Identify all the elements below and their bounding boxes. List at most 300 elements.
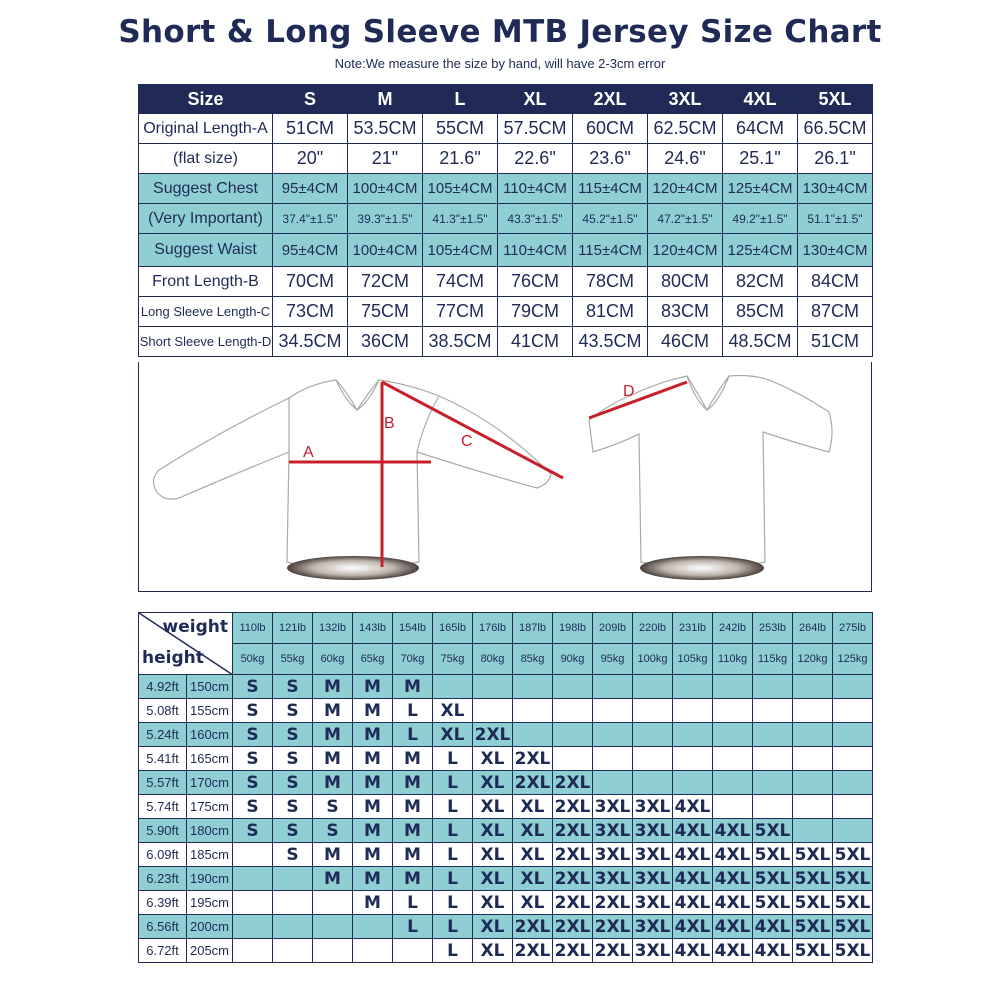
fit-row (139, 795, 873, 819)
fit-size-cell: 3XL (633, 843, 673, 867)
original-length-inch-cell: 22.6" (498, 144, 573, 174)
fit-size-cell: XL (473, 771, 513, 795)
fit-size-cell (833, 675, 873, 699)
height-cm-cell: 165cm (187, 747, 233, 771)
weight-lb-cell: 110lb (233, 613, 273, 644)
fit-size-cell: S (233, 747, 273, 771)
original-length-inch-cell: 20" (273, 144, 348, 174)
fit-size-cell: 2XL (553, 843, 593, 867)
fit-size-cell: S (233, 771, 273, 795)
chest-cm-cell: 130±4CM (798, 174, 873, 204)
waist-row (139, 234, 873, 267)
front-length-cell: 80CM (648, 267, 723, 297)
fit-size-cell (353, 915, 393, 939)
fit-size-cell: S (233, 675, 273, 699)
weight-lb-cell: 231lb (673, 613, 713, 644)
short-sleeve-label: Short Sleeve Length-D (139, 327, 273, 357)
fit-size-cell: 2XL (553, 915, 593, 939)
fit-size-cell (233, 915, 273, 939)
fit-size-cell: XL (513, 795, 553, 819)
fit-size-cell (553, 723, 593, 747)
label-c: C (461, 433, 473, 450)
fit-row (139, 915, 873, 939)
fit-size-cell: 5XL (753, 819, 793, 843)
fit-size-cell: 2XL (553, 819, 593, 843)
suggest-waist-label: Suggest Waist (139, 234, 273, 267)
front-length-cell: 74CM (423, 267, 498, 297)
weight-lb-cell: 187lb (513, 613, 553, 644)
label-b: B (384, 415, 395, 432)
waist-cm-cell: 100±4CM (348, 234, 423, 267)
fit-size-cell: XL (473, 795, 513, 819)
long-sleeve-cell: 75CM (348, 297, 423, 327)
fit-size-cell: M (393, 675, 433, 699)
fit-size-cell: L (393, 723, 433, 747)
long-sleeve-cell: 83CM (648, 297, 723, 327)
weight-kg-cell: 125kg (833, 644, 873, 675)
fit-size-cell: M (353, 699, 393, 723)
fit-size-cell: M (353, 843, 393, 867)
height-cm-cell: 150cm (187, 675, 233, 699)
fit-size-cell: M (353, 747, 393, 771)
fit-size-cell (393, 939, 433, 963)
fit-size-cell (313, 939, 353, 963)
weight-lb-cell: 154lb (393, 613, 433, 644)
weight-lb-cell: 198lb (553, 613, 593, 644)
fit-size-cell (593, 699, 633, 723)
fit-size-cell: M (353, 771, 393, 795)
weight-kg-cell: 60kg (313, 644, 353, 675)
front-length-cell: 82CM (723, 267, 798, 297)
fit-row (139, 699, 873, 723)
fit-size-cell: 3XL (593, 867, 633, 891)
fit-size-cell (833, 771, 873, 795)
fit-size-cell: 4XL (713, 819, 753, 843)
fit-size-cell (513, 723, 553, 747)
long-sleeve-row (139, 297, 873, 327)
fit-size-cell: 5XL (833, 891, 873, 915)
size-header-row (139, 85, 873, 114)
fit-size-cell: M (353, 675, 393, 699)
height-ft-cell: 5.24ft (139, 723, 187, 747)
original-length-cm-cell: 64CM (723, 114, 798, 144)
weight-kg-cell: 90kg (553, 644, 593, 675)
fit-size-cell (713, 723, 753, 747)
fit-size-cell (553, 747, 593, 771)
size-column-header: 3XL (648, 85, 723, 114)
fit-size-cell: XL (433, 699, 473, 723)
waist-cm-cell: 105±4CM (423, 234, 498, 267)
original-length-inch-cell: 23.6" (573, 144, 648, 174)
very-important-label: (Very Important) (139, 204, 273, 234)
height-cm-cell: 185cm (187, 843, 233, 867)
long-sleeve-cell: 85CM (723, 297, 798, 327)
fit-size-cell: M (353, 795, 393, 819)
fit-size-cell: XL (513, 891, 553, 915)
fit-size-cell (633, 675, 673, 699)
size-chart-table (138, 84, 873, 357)
height-ft-cell: 4.92ft (139, 675, 187, 699)
fit-size-cell: 3XL (633, 819, 673, 843)
suggest-chest-label: Suggest Chest (139, 174, 273, 204)
chest-inch-cell: 49.2"±1.5" (723, 204, 798, 234)
fit-size-cell: S (273, 747, 313, 771)
fit-size-cell: XL (473, 819, 513, 843)
size-column-header: 5XL (798, 85, 873, 114)
short-sleeve-cell: 51CM (798, 327, 873, 357)
fit-size-cell (313, 915, 353, 939)
chest-cm-cell: 95±4CM (273, 174, 348, 204)
chest-cm-cell: 120±4CM (648, 174, 723, 204)
fit-size-cell (233, 843, 273, 867)
weight-kg-cell: 95kg (593, 644, 633, 675)
size-column-header: 2XL (573, 85, 648, 114)
fit-size-cell (793, 819, 833, 843)
fit-size-cell: L (433, 867, 473, 891)
height-ft-cell: 6.72ft (139, 939, 187, 963)
fit-size-cell (793, 771, 833, 795)
height-axis-label: height (142, 648, 204, 668)
fit-size-cell: S (273, 843, 313, 867)
short-sleeve-cell: 36CM (348, 327, 423, 357)
fit-size-cell: L (433, 795, 473, 819)
original-length-inch-cell: 21.6" (423, 144, 498, 174)
fit-size-cell (833, 795, 873, 819)
fit-size-cell: XL (473, 867, 513, 891)
fit-size-cell: M (393, 819, 433, 843)
fit-size-cell: 3XL (633, 915, 673, 939)
fit-row (139, 819, 873, 843)
chest-inch-row (139, 204, 873, 234)
short-sleeve-cell: 38.5CM (423, 327, 498, 357)
long-sleeve-label: Long Sleeve Length-C (139, 297, 273, 327)
fit-size-cell (553, 675, 593, 699)
chest-inch-cell: 39.3"±1.5" (348, 204, 423, 234)
original-length-inch-cell: 26.1" (798, 144, 873, 174)
fit-size-cell: XL (473, 747, 513, 771)
original-length-inch-cell: 25.1" (723, 144, 798, 174)
fit-size-cell: 4XL (673, 939, 713, 963)
fit-size-cell: L (433, 939, 473, 963)
fit-size-cell: L (433, 915, 473, 939)
fit-size-cell: S (313, 795, 353, 819)
fit-size-cell (313, 891, 353, 915)
fit-size-cell (633, 699, 673, 723)
fit-size-cell: XL (473, 891, 513, 915)
fit-size-cell: M (353, 867, 393, 891)
fit-size-cell: M (313, 771, 353, 795)
weight-kg-cell: 100kg (633, 644, 673, 675)
fit-size-cell (673, 747, 713, 771)
waist-cm-cell: 95±4CM (273, 234, 348, 267)
fit-size-cell (593, 771, 633, 795)
fit-size-cell: XL (513, 843, 553, 867)
chest-cm-row (139, 174, 873, 204)
fit-size-cell: S (273, 699, 313, 723)
fit-size-cell: M (313, 675, 353, 699)
original-length-cm-cell: 66.5CM (798, 114, 873, 144)
waist-cm-cell: 115±4CM (573, 234, 648, 267)
fit-size-cell: 4XL (673, 843, 713, 867)
height-ft-cell: 6.39ft (139, 891, 187, 915)
fit-size-cell: 4XL (753, 939, 793, 963)
fit-size-cell: XL (473, 915, 513, 939)
fit-size-cell: 4XL (753, 915, 793, 939)
original-length-cm-row (139, 114, 873, 144)
fit-size-cell: M (393, 795, 433, 819)
fit-size-cell: M (313, 843, 353, 867)
short-sleeve-cell: 41CM (498, 327, 573, 357)
fit-size-cell: M (393, 771, 433, 795)
long-sleeve-jersey (153, 380, 551, 580)
front-length-label: Front Length-B (139, 267, 273, 297)
waist-cm-cell: 125±4CM (723, 234, 798, 267)
fit-row (139, 843, 873, 867)
fit-size-cell: M (393, 867, 433, 891)
height-cm-cell: 175cm (187, 795, 233, 819)
fit-size-cell (473, 675, 513, 699)
fit-size-cell: XL (513, 819, 553, 843)
short-sleeve-cell: 46CM (648, 327, 723, 357)
fit-row (139, 771, 873, 795)
chest-cm-cell: 115±4CM (573, 174, 648, 204)
height-ft-cell: 5.90ft (139, 819, 187, 843)
chest-cm-cell: 125±4CM (723, 174, 798, 204)
fit-size-cell: S (233, 819, 273, 843)
fit-size-cell: M (353, 819, 393, 843)
size-column-header: M (348, 85, 423, 114)
height-cm-cell: 195cm (187, 891, 233, 915)
fit-size-cell: 2XL (553, 939, 593, 963)
weight-lb-cell: 264lb (793, 613, 833, 644)
fit-size-cell (713, 699, 753, 723)
original-length-cm-cell: 62.5CM (648, 114, 723, 144)
fit-size-cell (513, 675, 553, 699)
chest-inch-cell: 43.3"±1.5" (498, 204, 573, 234)
original-length-cm-cell: 57.5CM (498, 114, 573, 144)
fit-size-cell: 3XL (633, 891, 673, 915)
height-cm-cell: 170cm (187, 771, 233, 795)
fit-size-cell: L (393, 915, 433, 939)
fit-size-cell: S (273, 723, 313, 747)
weight-kg-cell: 80kg (473, 644, 513, 675)
fit-size-cell (673, 723, 713, 747)
waist-cm-cell: 130±4CM (798, 234, 873, 267)
fit-size-cell: 2XL (553, 867, 593, 891)
weight-lb-row (139, 613, 873, 644)
fit-size-cell (633, 771, 673, 795)
long-sleeve-cell: 81CM (573, 297, 648, 327)
fit-size-cell (233, 939, 273, 963)
fit-size-cell: S (273, 819, 313, 843)
fit-size-cell: S (233, 699, 273, 723)
fit-size-cell (233, 891, 273, 915)
original-length-cm-cell: 51CM (273, 114, 348, 144)
weight-lb-cell: 132lb (313, 613, 353, 644)
fit-size-cell (273, 939, 313, 963)
short-sleeve-cell: 34.5CM (273, 327, 348, 357)
fit-size-cell (673, 699, 713, 723)
fit-size-cell: 2XL (513, 747, 553, 771)
height-ft-cell: 5.08ft (139, 699, 187, 723)
weight-kg-cell: 105kg (673, 644, 713, 675)
weight-lb-cell: 143lb (353, 613, 393, 644)
fit-size-cell (793, 723, 833, 747)
fit-size-cell: S (233, 723, 273, 747)
fit-size-cell: L (433, 819, 473, 843)
fit-size-cell: M (313, 699, 353, 723)
fit-size-cell (273, 867, 313, 891)
weight-height-corner (139, 613, 233, 675)
fit-size-cell: M (313, 747, 353, 771)
fit-size-cell (793, 747, 833, 771)
chest-inch-cell: 37.4"±1.5" (273, 204, 348, 234)
fit-size-cell: 5XL (793, 939, 833, 963)
fit-size-cell: L (433, 771, 473, 795)
short-sleeve-row (139, 327, 873, 357)
height-cm-cell: 200cm (187, 915, 233, 939)
size-column-header: L (423, 85, 498, 114)
fit-size-cell: 4XL (673, 891, 713, 915)
weight-kg-row (139, 644, 873, 675)
fit-size-cell: 3XL (633, 939, 673, 963)
weight-lb-cell: 165lb (433, 613, 473, 644)
flat-size-label: (flat size) (139, 144, 273, 174)
long-sleeve-cell: 73CM (273, 297, 348, 327)
fit-size-cell: S (313, 819, 353, 843)
weight-kg-cell: 75kg (433, 644, 473, 675)
fit-size-cell (593, 675, 633, 699)
front-length-row (139, 267, 873, 297)
jersey-illustration (139, 362, 871, 590)
fit-size-cell: L (393, 891, 433, 915)
fit-size-cell: XL (513, 867, 553, 891)
long-sleeve-cell: 79CM (498, 297, 573, 327)
weight-kg-cell: 110kg (713, 644, 753, 675)
original-length-cm-cell: 60CM (573, 114, 648, 144)
fit-size-cell (833, 723, 873, 747)
fit-size-cell (673, 771, 713, 795)
front-length-cell: 76CM (498, 267, 573, 297)
fit-size-cell (353, 939, 393, 963)
fit-row (139, 867, 873, 891)
fit-size-cell: XL (433, 723, 473, 747)
size-column-header: S (273, 85, 348, 114)
height-ft-cell: 6.09ft (139, 843, 187, 867)
fit-size-cell: 5XL (833, 843, 873, 867)
weight-kg-cell: 55kg (273, 644, 313, 675)
height-ft-cell: 6.23ft (139, 867, 187, 891)
weight-axis-label: weight (162, 617, 228, 637)
fit-size-cell (273, 915, 313, 939)
fit-size-cell (473, 699, 513, 723)
front-length-cell: 84CM (798, 267, 873, 297)
fit-size-cell: 2XL (553, 795, 593, 819)
fit-size-cell: 5XL (793, 915, 833, 939)
fit-size-cell: 4XL (673, 915, 713, 939)
fit-size-cell (713, 795, 753, 819)
fit-size-cell: L (433, 843, 473, 867)
size-column-header: XL (498, 85, 573, 114)
fit-size-cell: 3XL (633, 795, 673, 819)
fit-size-cell: M (353, 723, 393, 747)
waist-cm-cell: 110±4CM (498, 234, 573, 267)
fit-size-cell (833, 819, 873, 843)
fit-size-cell: 5XL (793, 843, 833, 867)
chest-inch-cell: 47.2"±1.5" (648, 204, 723, 234)
fit-size-cell: 4XL (713, 843, 753, 867)
fit-size-cell: 3XL (633, 867, 673, 891)
original-length-inch-row (139, 144, 873, 174)
original-length-cm-cell: 53.5CM (348, 114, 423, 144)
fit-size-cell (713, 747, 753, 771)
fit-size-cell: 2XL (513, 771, 553, 795)
weight-kg-cell: 65kg (353, 644, 393, 675)
fit-size-cell: 3XL (593, 819, 633, 843)
chest-inch-cell: 41.3"±1.5" (423, 204, 498, 234)
fit-row (139, 891, 873, 915)
fit-size-cell (593, 723, 633, 747)
fit-size-cell: 5XL (753, 891, 793, 915)
weight-lb-cell: 209lb (593, 613, 633, 644)
fit-size-cell (753, 771, 793, 795)
height-cm-cell: 160cm (187, 723, 233, 747)
size-column-header: 4XL (723, 85, 798, 114)
fit-size-cell (633, 747, 673, 771)
fit-size-cell: S (273, 795, 313, 819)
fit-size-cell (513, 699, 553, 723)
fit-size-cell: 5XL (793, 891, 833, 915)
fit-size-cell: L (433, 747, 473, 771)
weight-kg-cell: 115kg (753, 644, 793, 675)
fit-size-cell (673, 675, 713, 699)
fit-row (139, 723, 873, 747)
fit-size-cell: 5XL (833, 939, 873, 963)
front-length-cell: 78CM (573, 267, 648, 297)
front-length-cell: 70CM (273, 267, 348, 297)
weight-kg-cell: 85kg (513, 644, 553, 675)
fit-size-cell: XL (473, 843, 513, 867)
fit-size-cell: M (353, 891, 393, 915)
fit-size-cell: 2XL (473, 723, 513, 747)
height-cm-cell: 205cm (187, 939, 233, 963)
fit-size-cell (713, 675, 753, 699)
fit-size-cell: 4XL (713, 939, 753, 963)
height-ft-cell: 6.56ft (139, 915, 187, 939)
weight-lb-cell: 275lb (833, 613, 873, 644)
fit-size-cell (753, 723, 793, 747)
fit-size-cell (753, 675, 793, 699)
label-d: D (623, 383, 635, 400)
chest-cm-cell: 110±4CM (498, 174, 573, 204)
fit-row (139, 675, 873, 699)
fit-size-cell: 3XL (593, 795, 633, 819)
fit-size-cell: 4XL (673, 795, 713, 819)
fit-size-cell (633, 723, 673, 747)
fit-size-cell: 5XL (753, 843, 793, 867)
waist-cm-cell: 120±4CM (648, 234, 723, 267)
fit-size-cell: 2XL (593, 915, 633, 939)
page-title: Short & Long Sleeve MTB Jersey Size Chart (118, 14, 882, 50)
fit-size-cell: 4XL (673, 819, 713, 843)
fit-row (139, 747, 873, 771)
fit-size-cell: S (273, 675, 313, 699)
fit-size-cell: 2XL (513, 939, 553, 963)
fit-size-cell: 5XL (833, 915, 873, 939)
fit-size-cell: L (433, 891, 473, 915)
fit-size-cell: M (313, 723, 353, 747)
fit-size-cell: S (233, 795, 273, 819)
